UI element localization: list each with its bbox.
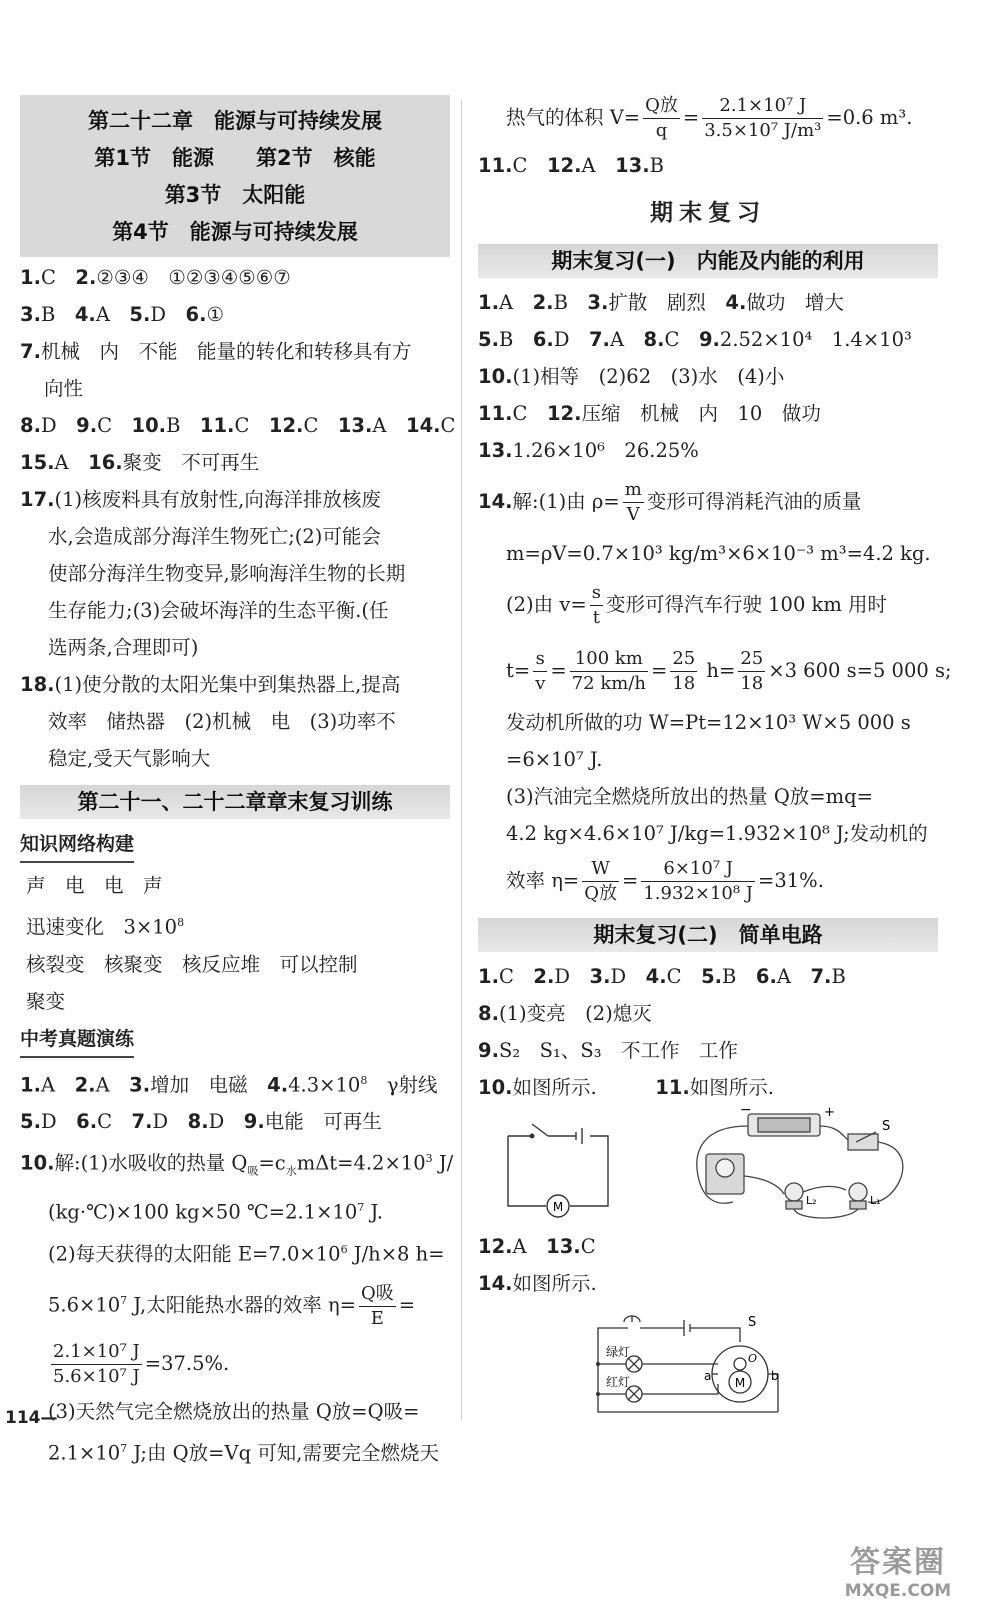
fraction <box>582 857 619 906</box>
q-num: 12. <box>268 414 304 437</box>
answer-line: 4.2 kg×4.6×10⁷ J/kg=1.932×10⁸ J;发动机的 <box>506 822 928 845</box>
q-num: 11. <box>478 154 513 177</box>
q-text: ×3 600 s=5 000 s; <box>768 659 952 682</box>
q-text: h= <box>700 659 736 682</box>
answer-line <box>20 407 456 444</box>
switch-label: S <box>748 1315 757 1330</box>
q-answer: D <box>208 1110 244 1133</box>
q-num: 8. <box>187 1110 209 1133</box>
answer-line: m=ρV=0.7×10³ kg/m³×6×10⁻³ m³=4.2 kg. <box>506 542 931 565</box>
q-num: 1. <box>20 266 41 289</box>
answer-line <box>20 1272 450 1335</box>
q-answer: B <box>553 291 588 314</box>
q-answer: B <box>649 154 664 177</box>
q-answer: A <box>95 1073 130 1096</box>
answer-line <box>20 1103 450 1140</box>
q-text: =c <box>258 1151 286 1175</box>
q-num: 5. <box>701 965 723 988</box>
q-num: 8. <box>478 1002 499 1025</box>
switch-label: S <box>882 1119 891 1134</box>
answer-line: 效率 储热器 (2)机械 电 (3)功率不 <box>48 710 396 733</box>
q-answer: 做功 增大 <box>746 291 844 314</box>
numerator: 2.1×10⁷ J <box>51 1340 142 1365</box>
q-answer: C <box>234 414 269 437</box>
q-num: 4. <box>725 291 747 314</box>
denominator: Q放 <box>584 883 617 904</box>
q-answer: 2.52×10⁴ 1.4×10³ <box>719 328 912 351</box>
q-exp: 3 <box>425 1152 433 1165</box>
q-answer: C <box>664 328 699 351</box>
q-answer: S₂ S₁、S₃ 不工作 工作 <box>498 1039 739 1062</box>
watermark-title: 答案圈 <box>850 1545 946 1580</box>
answer-line <box>478 1265 938 1302</box>
numerator: 6×10⁷ J <box>641 857 755 882</box>
net-line: 声 电 电 声 <box>26 874 163 897</box>
answer-line <box>478 147 938 184</box>
answer-line <box>478 852 938 910</box>
q-num: 9. <box>698 328 720 351</box>
q-num: 13. <box>337 414 373 437</box>
q-text: J/ <box>432 1151 454 1175</box>
q-exp: 7 <box>120 1441 128 1455</box>
q-sub: 水 <box>285 1164 297 1178</box>
numerator: Q放 <box>643 94 680 119</box>
q-text: =31%. <box>758 869 824 892</box>
fraction <box>670 647 697 696</box>
motor-label: M <box>734 1376 746 1390</box>
lamp-l1-label: L₁ <box>870 1194 881 1207</box>
answer-line <box>478 638 952 704</box>
q-answer: (1)变亮 (2)熄灭 <box>498 1002 652 1025</box>
fraction <box>641 857 755 906</box>
q-num: 3. <box>129 1073 151 1096</box>
denominator: 5.6×10⁷ J <box>53 1365 140 1387</box>
q-num: 4. <box>74 303 96 326</box>
q-num: 3. <box>589 965 611 988</box>
q-text: 5.6×10 <box>48 1293 121 1317</box>
q-answer: D <box>553 328 589 351</box>
denominator: 3.5×10⁷ J/m³ <box>704 120 822 141</box>
q-text: 热气的体积 V= <box>506 106 641 129</box>
q-num: 13. <box>478 439 513 462</box>
answer-line <box>478 1069 938 1106</box>
q-text: = <box>650 659 668 682</box>
q-answer: A <box>498 291 533 314</box>
plus-label: + <box>824 1106 835 1120</box>
answer-line: =6×10⁷ J. <box>506 748 603 771</box>
q-num: 9. <box>76 414 98 437</box>
fraction <box>702 94 823 143</box>
q-num: 7. <box>588 328 610 351</box>
denominator: V <box>626 504 640 525</box>
numerator: Q吸 <box>359 1282 396 1307</box>
answer-line <box>478 89 938 147</box>
red-lamp-label: 红灯 <box>606 1375 631 1389</box>
q-num: 14. <box>478 1272 513 1295</box>
q-num: 15. <box>20 451 55 474</box>
answer-line: 向性 <box>44 377 84 400</box>
q-num: 1. <box>478 965 499 988</box>
q-answer: A <box>95 303 130 326</box>
section-header-final-review-2: 期末复习(二) 简单电路 <box>478 918 938 952</box>
fraction <box>590 581 603 630</box>
answer-line <box>478 395 938 432</box>
answer-line <box>478 321 938 358</box>
numerator: 100 km <box>570 647 648 672</box>
numerator: s <box>590 581 603 606</box>
q-answer: 聚变 不可再生 <box>122 451 260 474</box>
q-exp: 7 <box>357 1201 365 1215</box>
q-text: = <box>622 869 639 892</box>
fraction <box>570 647 648 696</box>
fraction <box>643 94 680 143</box>
answer-line: 水,会造成部分海洋生物死亡;(2)可能会 <box>48 525 381 548</box>
q-answer: B <box>498 328 533 351</box>
section-header-final-review-1: 期末复习(一) 内能及内能的利用 <box>478 244 938 278</box>
q-num: 1. <box>478 291 499 314</box>
q-text: = <box>550 659 567 682</box>
answer-line <box>478 958 938 995</box>
green-lamp-label: 绿灯 <box>606 1345 631 1359</box>
q-num: 2. <box>74 1073 96 1096</box>
answer-line: 稳定,受天气影响大 <box>48 747 211 770</box>
q-num: 2. <box>533 965 555 988</box>
q-num: 3. <box>587 291 609 314</box>
q-answer: D <box>610 965 646 988</box>
answer-line <box>478 432 938 469</box>
q-num: 12. <box>478 1235 513 1258</box>
q-num: 10. <box>131 414 167 437</box>
motor-label: M <box>552 1200 564 1214</box>
answer-line <box>20 1062 450 1104</box>
q-text: 解:(1)水吸收的热量 Q <box>54 1151 248 1175</box>
q-answer: C <box>512 402 547 425</box>
answer-line <box>478 995 938 1032</box>
q-answer: 如图所示. <box>512 1076 656 1099</box>
q-num: 10. <box>478 365 513 388</box>
q-num: 11. <box>655 1076 690 1099</box>
answer-line: 生存能力;(3)会破坏海洋的生态平衡.(任 <box>48 599 389 622</box>
q-text: = <box>682 106 700 129</box>
q-num: 13. <box>615 154 650 177</box>
q-num: 4. <box>267 1073 289 1096</box>
q-num: 3. <box>20 303 41 326</box>
q-answer: D <box>554 965 590 988</box>
column-divider <box>461 100 462 1420</box>
terminal-b-label: b <box>771 1369 779 1383</box>
net-text: 迅速变化 3×10 <box>26 915 178 939</box>
minus-label: − <box>740 1106 752 1118</box>
subsection-knowledge-network: 知识网络构建 <box>20 827 134 863</box>
answer-line <box>20 1231 450 1273</box>
q-text: 2.1×10 <box>48 1441 121 1465</box>
q-answer: A <box>512 1235 547 1258</box>
circuit-diagram-14 <box>478 1302 938 1420</box>
q-sub: 吸 <box>247 1164 259 1178</box>
q-num: 7. <box>131 1110 153 1133</box>
q-text: t= <box>506 659 531 682</box>
numerator: 25 <box>670 647 697 672</box>
q-answer: B <box>722 965 756 988</box>
q-num: 14. <box>406 414 441 437</box>
q-num: 1. <box>20 1073 41 1096</box>
answer-line: (3)天然气完全燃烧放出的热量 Q放=Q吸= <box>48 1399 420 1423</box>
q-exp: 6 <box>340 1242 348 1256</box>
q-answer: D <box>40 1110 77 1133</box>
q-answer: A <box>609 328 644 351</box>
section-title-3: 第3节 太阳能 <box>164 183 306 207</box>
q-text: J. <box>364 1200 383 1224</box>
q-num: 5. <box>478 328 499 351</box>
q-answer: 机械 内 不能 能量的转化和转移具有方 <box>40 340 412 363</box>
q-text: 变形可得消耗汽油的质量 <box>646 490 862 513</box>
q-num: 6. <box>755 965 777 988</box>
numerator: m <box>623 478 644 503</box>
q-text: mΔt=4.2×10 <box>296 1151 426 1175</box>
section-title-4: 第4节 能源与可持续发展 <box>112 220 358 244</box>
q-answer: 扩散 剧烈 <box>608 291 726 314</box>
net-exp: 8 <box>177 916 185 929</box>
q-answer: ②③④ ①②③④⑤⑥⑦ <box>96 266 291 289</box>
watermark <box>818 1545 978 1601</box>
answer-line: 选两条,合理即可) <box>48 636 199 659</box>
q-text: 变形可得汽车行驶 100 km 用时 <box>605 593 888 616</box>
q-num: 8. <box>20 414 41 437</box>
q-num: 12. <box>546 402 582 425</box>
answer-line: 发动机所做的功 W=Pt=12×10³ W×5 000 s <box>506 711 911 734</box>
q-answer: B <box>40 303 75 326</box>
answer-line: (3)汽油完全燃烧所放出的热量 Q放=mq= <box>506 785 873 808</box>
q-num: 11. <box>199 414 235 437</box>
q-answer: B <box>166 414 200 437</box>
numerator: 25 <box>738 647 765 672</box>
q-answer: A <box>776 965 811 988</box>
page-number: 114— <box>5 1408 58 1428</box>
circuit-diagram-10 <box>478 1106 938 1228</box>
answer-line <box>20 444 450 481</box>
denominator: 72 km/h <box>571 673 646 694</box>
q-text: J/h×8 h= <box>347 1242 445 1266</box>
q-answer: 如图所示. <box>512 1272 597 1295</box>
circuit-figure-14 <box>478 1302 938 1420</box>
denominator: v <box>535 673 546 694</box>
q-num: 7. <box>20 340 41 363</box>
q-num: 10. <box>20 1151 55 1175</box>
q-num: 5. <box>20 1110 41 1133</box>
q-num: 17. <box>20 488 55 511</box>
answer-line <box>478 358 938 395</box>
q-answer: D <box>152 1110 188 1133</box>
section-header-review-training: 第二十一、二十二章章末复习训练 <box>20 785 450 819</box>
q-answer: 4.3×10 <box>288 1073 361 1096</box>
lamp-l2-label: L₂ <box>806 1194 817 1207</box>
fraction <box>51 1340 142 1389</box>
answer-line: 使部分海洋生物变异,影响海洋生物的长期 <box>48 562 406 585</box>
fraction <box>359 1282 396 1331</box>
q-answer: (1)核废料具有放射性,向海洋排放核废 <box>54 488 381 511</box>
denominator: 1.932×10⁸ J <box>643 883 754 904</box>
junction-dot <box>596 1362 600 1366</box>
numerator: 2.1×10⁷ J <box>702 94 823 119</box>
answer-line <box>478 1228 938 1265</box>
q-answer: D <box>40 414 77 437</box>
q-answer: C <box>440 414 456 437</box>
q-num: 6. <box>76 1110 98 1133</box>
answer-line <box>478 572 938 638</box>
answer-line <box>20 481 450 518</box>
q-answer: C <box>666 965 702 988</box>
answer-line <box>20 1335 450 1393</box>
answer-line <box>20 259 450 296</box>
q-answer: A <box>372 414 406 437</box>
subsection-exam-practice: 中考真题演练 <box>20 1022 134 1058</box>
q-num: 16. <box>88 451 123 474</box>
fraction <box>533 647 547 696</box>
right-column <box>478 95 952 1420</box>
watermark-url: MXQE.COM <box>844 1581 952 1601</box>
q-answer: C <box>580 1235 596 1258</box>
q-answer: C <box>512 154 547 177</box>
answer-line <box>20 1189 450 1231</box>
q-answer: C <box>303 414 338 437</box>
q-answer: A <box>54 451 89 474</box>
q-num: 14. <box>478 490 513 513</box>
q-text: J,太阳能热水器的效率 η= <box>127 1293 356 1317</box>
denominator: 18 <box>740 673 764 694</box>
q-text: (2)每天获得的太阳能 E=7.0×10 <box>48 1242 341 1266</box>
q-exp: 7 <box>120 1294 128 1308</box>
q-num: 2. <box>532 291 554 314</box>
terminal-a-label: a <box>704 1369 712 1383</box>
q-num: 8. <box>643 328 665 351</box>
denominator: E <box>370 1307 384 1329</box>
q-text: = <box>398 1293 416 1317</box>
q-answer: 电能 可再生 <box>264 1110 382 1133</box>
q-num: 9. <box>243 1110 265 1133</box>
fraction <box>623 478 644 527</box>
net-line: 聚变 <box>26 989 66 1013</box>
q-answer: (1)相等 (2)62 (3)水 (4)小 <box>512 365 785 388</box>
q-num: 9. <box>478 1039 499 1062</box>
denominator: t <box>592 607 600 628</box>
q-num: 11. <box>478 402 513 425</box>
chapter-header <box>20 95 450 257</box>
q-answer: ① <box>206 303 224 326</box>
pivot-o-label: O <box>748 1352 758 1365</box>
fraction <box>738 647 765 696</box>
answer-line <box>20 1430 450 1472</box>
answer-line <box>20 333 450 370</box>
q-text: 效率 η= <box>506 869 580 892</box>
denominator: q <box>655 120 668 141</box>
q-text: =0.6 m³. <box>826 106 913 129</box>
section-title-1-2: 第1节 能源 第2节 核能 <box>94 146 376 170</box>
q-answer: 1.26×10⁶ 26.25% <box>512 439 699 462</box>
q-text: 解:(1)由 ρ= <box>512 490 620 513</box>
numerator: s <box>533 647 547 672</box>
denominator: 18 <box>672 673 696 694</box>
q-num: 13. <box>546 1235 581 1258</box>
answer-line <box>20 1140 454 1189</box>
answer-line <box>478 1032 938 1069</box>
q-num: 7. <box>810 965 832 988</box>
q-answer: γ射线 <box>367 1073 438 1096</box>
q-answer: 增加 电磁 <box>150 1073 268 1096</box>
net-line <box>20 904 450 946</box>
q-answer: 压缩 机械 内 10 做功 <box>581 402 821 425</box>
q-num: 6. <box>185 303 207 326</box>
q-num: 5. <box>129 303 151 326</box>
net-line: 核裂变 核聚变 核反应堆 可以控制 <box>26 952 358 976</box>
answer-line <box>20 296 450 333</box>
q-text: (2)由 v= <box>506 593 587 616</box>
q-answer: C <box>97 414 132 437</box>
final-review-title: 期末复习 <box>650 199 766 226</box>
q-exp: 8 <box>360 1073 368 1087</box>
q-answer: D <box>150 303 186 326</box>
answer-line <box>478 284 938 321</box>
answer-line <box>20 666 450 703</box>
chapter-title: 第二十二章 能源与可持续发展 <box>88 109 382 133</box>
numerator: W <box>582 857 619 882</box>
q-text: J;由 Q放=Vq 可知,需要完全燃烧天 <box>127 1441 439 1465</box>
q-answer: (1)使分散的太阳光集中到集热器上,提高 <box>54 673 401 696</box>
q-answer: C <box>97 1110 132 1133</box>
q-num: 10. <box>478 1076 513 1099</box>
junction-dot <box>596 1392 600 1396</box>
q-num: 4. <box>645 965 667 988</box>
answer-line <box>478 469 938 535</box>
q-answer: A <box>581 154 616 177</box>
q-num: 18. <box>20 673 55 696</box>
q-num: 12. <box>546 154 582 177</box>
answer-list <box>20 259 456 777</box>
q-num: 2. <box>75 266 97 289</box>
q-text: =37.5%. <box>144 1351 230 1375</box>
q-answer: C <box>40 266 76 289</box>
q-answer: 如图所示. <box>689 1076 774 1099</box>
q-text: (kg·℃)×100 kg×50 ℃=2.1×10 <box>48 1200 358 1224</box>
circuit-figures-10-11 <box>478 1106 938 1228</box>
left-column <box>20 95 456 1471</box>
q-answer: B <box>831 965 846 988</box>
q-num: 6. <box>532 328 554 351</box>
q-answer: A <box>40 1073 75 1096</box>
q-answer: C <box>498 965 534 988</box>
